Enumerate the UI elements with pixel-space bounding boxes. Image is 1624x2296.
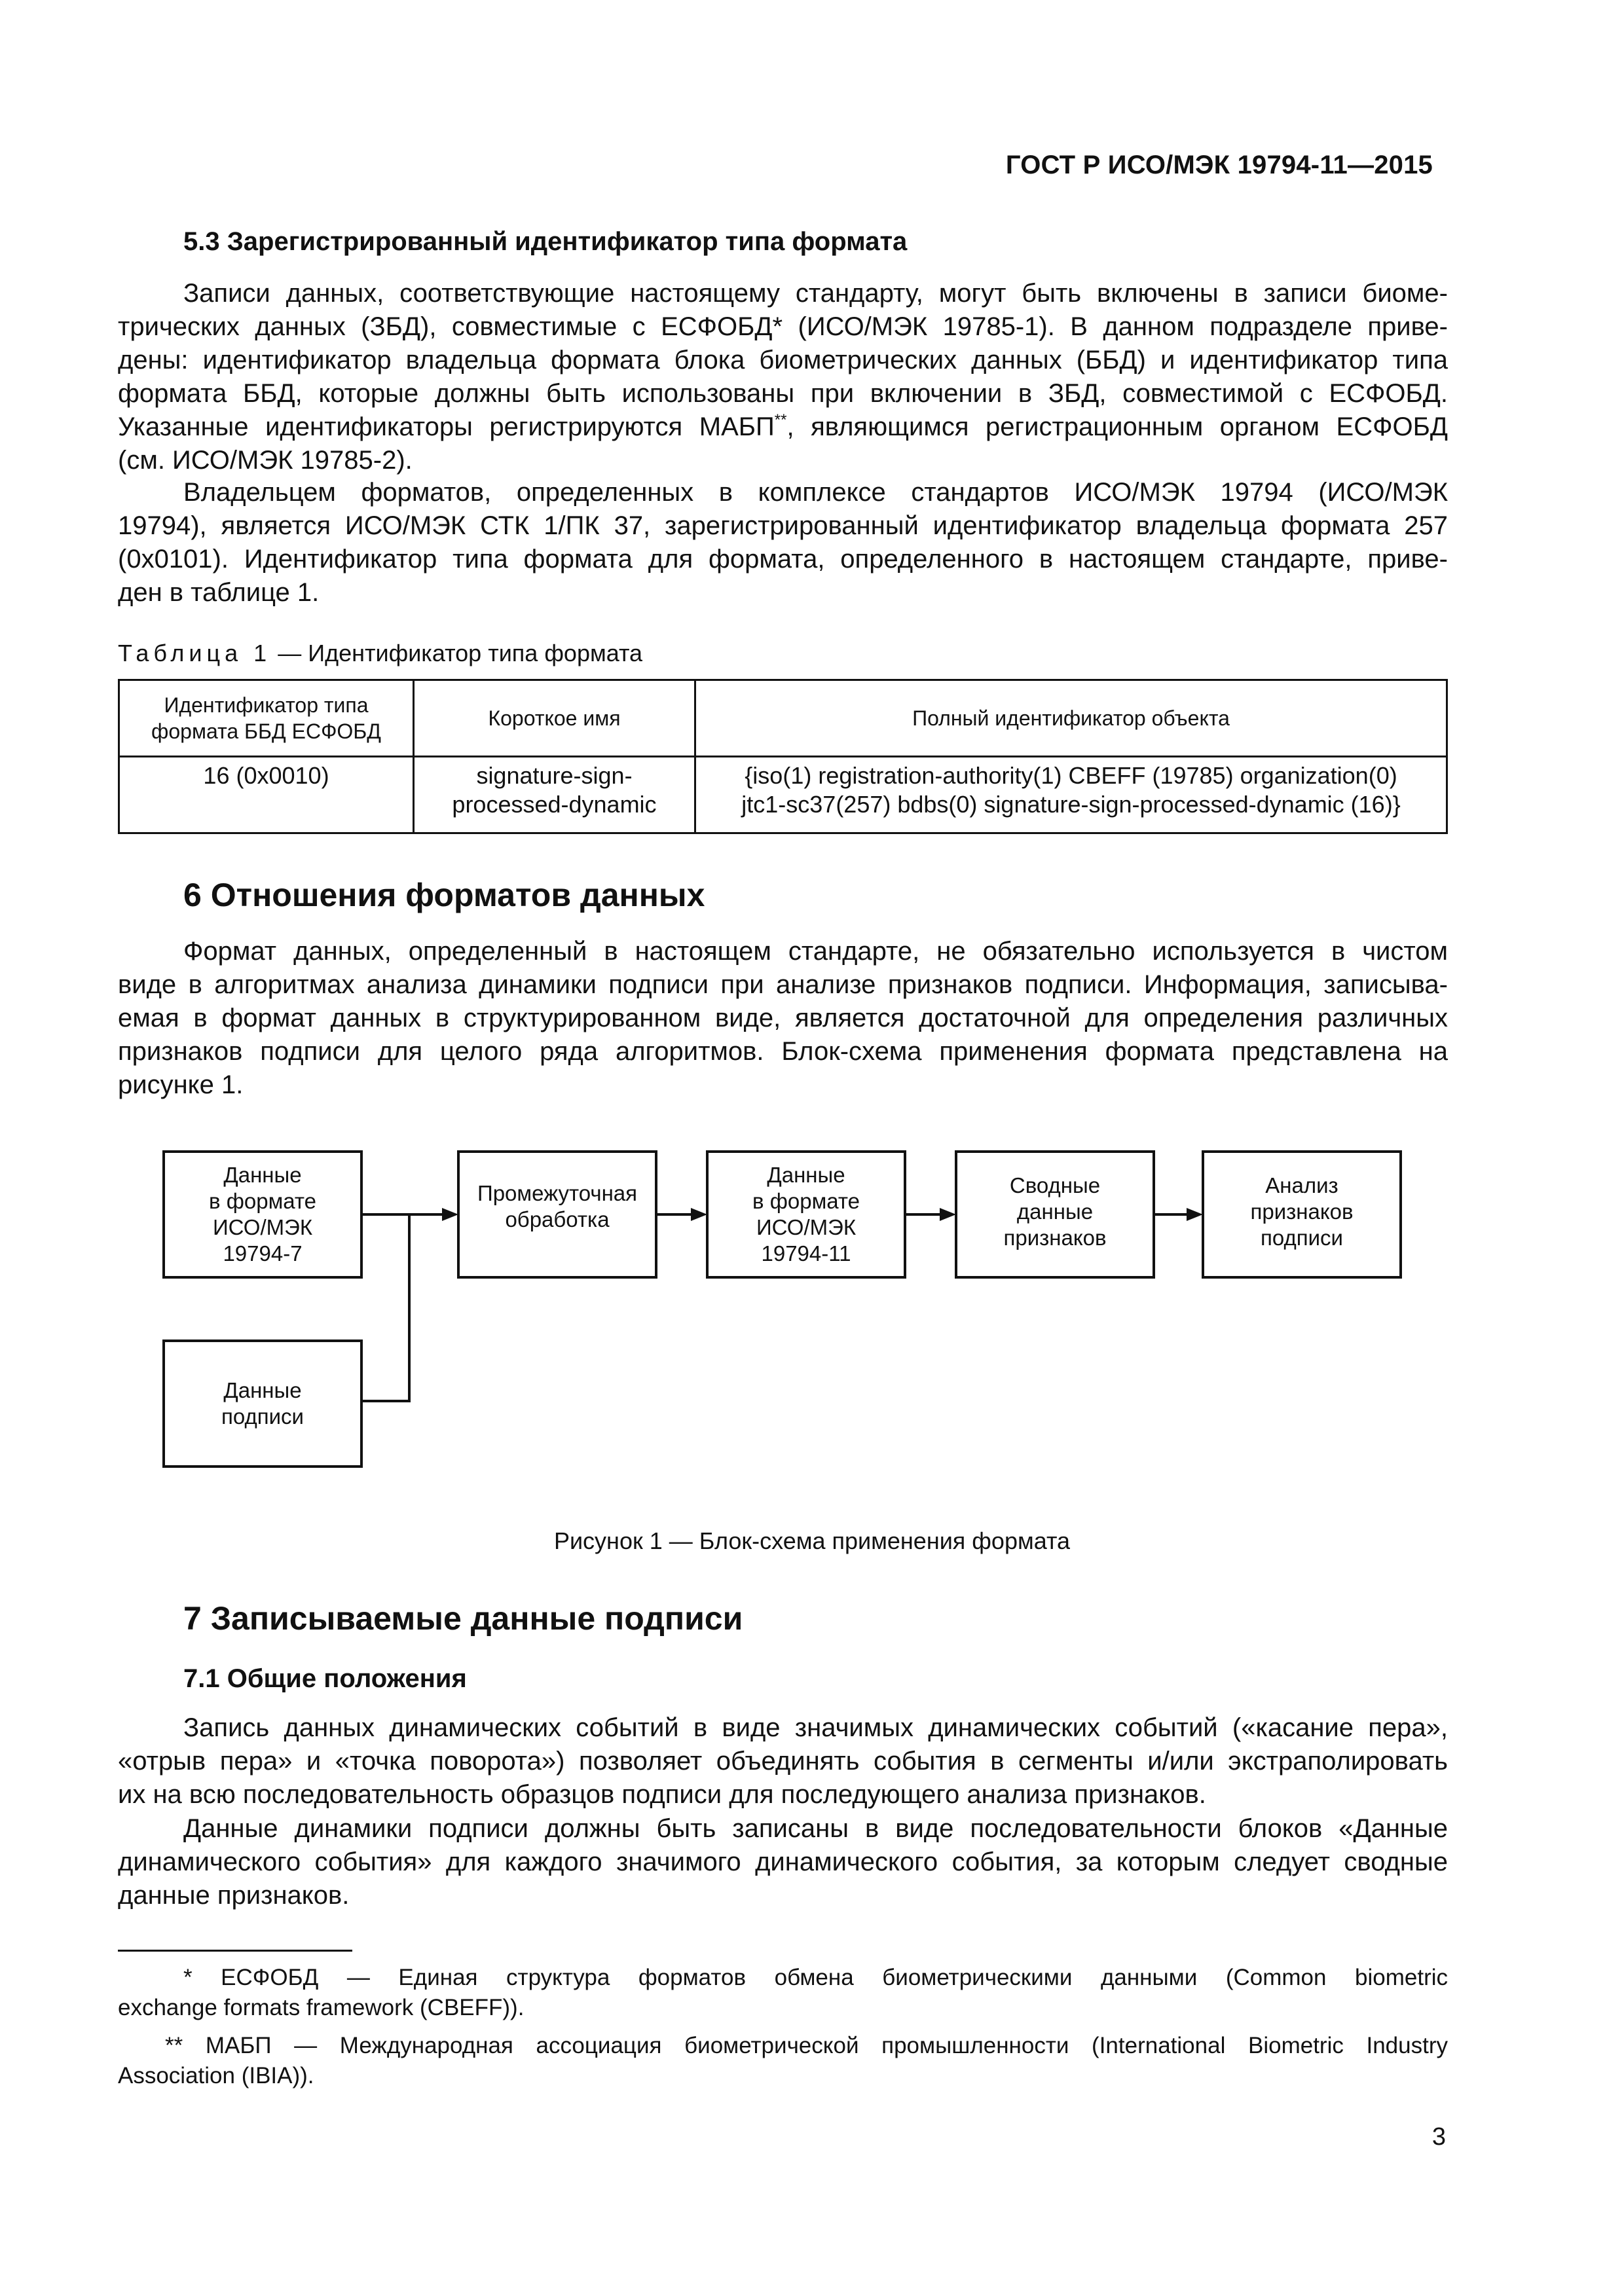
section-6-title: 6 Отношения форматов данных: [183, 877, 705, 913]
table-cell: 16 (0x0010): [119, 757, 414, 833]
arrow-head: [940, 1208, 956, 1221]
section-7-1-title: 7.1 Общие положения: [183, 1664, 467, 1693]
text-fragment: , являющимся регистрационным органом ЕСФОБД: [786, 412, 1448, 441]
document-header: ГОСТ Р ИСО/МЭК 19794-11—2015: [1005, 151, 1433, 179]
text-line: Владельцем форматов, определенных в комплексе стандартов ИСО/МЭК 19794 (ИСО/МЭК: [183, 478, 1448, 507]
footnote-cbeff: [118, 1963, 1448, 2023]
text-line: (см. ИСО/МЭК 19785-2).: [118, 446, 413, 475]
section-6-paragraph: [118, 935, 1448, 1102]
text-line: признаков подписи для целого ряда алгоритмов. Блок-схема применения формата представлена на: [118, 1037, 1448, 1066]
flow-box-feature-summary: Сводные данные признаков: [955, 1150, 1155, 1279]
arrow-head: [691, 1208, 707, 1221]
flow-box-input-19794-7: Данные в формате ИСО/МЭК 19794-7: [162, 1150, 363, 1279]
table-header-cell: Короткое имя: [414, 680, 695, 757]
section-5-3-paragraph-2: [118, 476, 1448, 610]
text-line: ** МАБП — Международная ассоциация биометрической промышленности (International Biometric Industry: [165, 2033, 1448, 2058]
section-7-title: 7 Записываемые данные подписи: [183, 1600, 743, 1637]
text-line: Запись данных динамических событий в виде значимых динамических событий («касание пера»,: [183, 1713, 1448, 1742]
figure-caption: Рисунок 1 — Блок-схема применения формата: [553, 1527, 1071, 1554]
text-line: емая в формат данных в структурированном виде, является достаточной для определения различных: [118, 1004, 1448, 1032]
section-5-3-title: 5.3 Зарегистрированный идентификатор типа формата: [183, 227, 908, 256]
text-line: ден в таблице 1.: [118, 578, 320, 607]
format-id-table: [118, 679, 1448, 834]
text-line: трических данных (ЗБД), совместимые с ЕСФОБД* (ИСО/МЭК 19785-1). В данном подразделе приве-: [118, 312, 1448, 341]
section-7-1-paragraph-2: [118, 1812, 1448, 1912]
text-line: формата ББД, которые должны быть использованы при включении в ЗБД, совместимой с ЕСФОБД.: [118, 379, 1448, 408]
table-header-cell: Идентификатор типа формата ББД ЕСФОБД: [119, 680, 414, 757]
text-line: [118, 410, 1448, 444]
arrow-head: [1187, 1208, 1203, 1221]
table-header-cell: Полный идентификатор объекта: [695, 680, 1447, 757]
text-line: Записи данных, соответствующие настоящему стандарту, могут быть включены в записи биоме-: [183, 279, 1448, 308]
footnote-ibia: [118, 2031, 1448, 2091]
text-line: виде в алгоритмах анализа динамики подписи при анализе признаков подписи. Информация, записыва-: [118, 970, 1448, 999]
table-caption-label: Таблица 1: [118, 640, 272, 666]
text-line: дены: идентификатор владельца формата блока биометрических данных (ББД) и идентификатор типа: [118, 346, 1448, 374]
text-line: Формат данных, определенный в настоящем стандарте, не обязательно используется в чистом: [183, 937, 1448, 966]
text-line: данные признаков.: [118, 1881, 350, 1910]
text-line: 19794), является ИСО/МЭК СТК 1/ПК 37, зарегистрированный идентификатор владельца формата 257: [118, 511, 1448, 540]
table-cell: signature-sign- processed-dynamic: [414, 757, 695, 833]
flow-box-data-19794-11: Данные в формате ИСО/МЭК 19794-11: [706, 1150, 906, 1279]
section-7-1-paragraph-1: [118, 1711, 1448, 1812]
text-line: их на всю последовательность образцов подписи для последующего анализа признаков.: [118, 1780, 1206, 1809]
flow-box-signature-data: Данные подписи: [162, 1339, 363, 1468]
arrow-head: [442, 1208, 458, 1221]
table-cell: {iso(1) registration-authority(1) CBEFF (19785) organization(0) jtc1-sc37(257) bdbs(0) signature-sign-processed-dynamic (16)}: [695, 757, 1447, 833]
text-line: Association (IBIA)).: [118, 2063, 314, 2088]
text-line: (0x0101). Идентификатор типа формата для формата, определенного в настоящем стандарте, приве-: [118, 545, 1448, 574]
table-caption-text: — Идентификатор типа формата: [271, 640, 643, 666]
table-header-row: [119, 680, 1447, 757]
text-line: exchange formats framework (CBEFF)).: [118, 1995, 525, 2020]
footnote-separator: [118, 1950, 352, 1952]
table-caption: [118, 640, 642, 667]
page-number: 3: [1431, 2123, 1446, 2151]
text-line: * ЕСФОБД — Единая структура форматов обмена биометрическими данными (Common biometric: [183, 1965, 1448, 1990]
table-row: [119, 757, 1447, 833]
text-line: «отрыв пера» и «точка поворота») позволяет объединять события в сегменты и/или экстраполировать: [118, 1747, 1448, 1776]
text-line: рисунке 1.: [118, 1070, 244, 1099]
footnote-marker: **: [774, 411, 787, 429]
text-fragment: Указанные идентификаторы регистрируются МАБП: [118, 412, 775, 441]
flow-box-intermediate-processing: Промежуточная обработка: [457, 1150, 657, 1279]
text-line: динамического события» для каждого значимого динамического события, за которым следует сводные: [118, 1848, 1448, 1876]
text-line: Данные динамики подписи должны быть записаны в виде последовательности блоков «Данные: [183, 1814, 1448, 1843]
section-5-3-paragraph-1: [118, 277, 1448, 477]
flow-box-feature-analysis: Анализ признаков подписи: [1202, 1150, 1402, 1279]
